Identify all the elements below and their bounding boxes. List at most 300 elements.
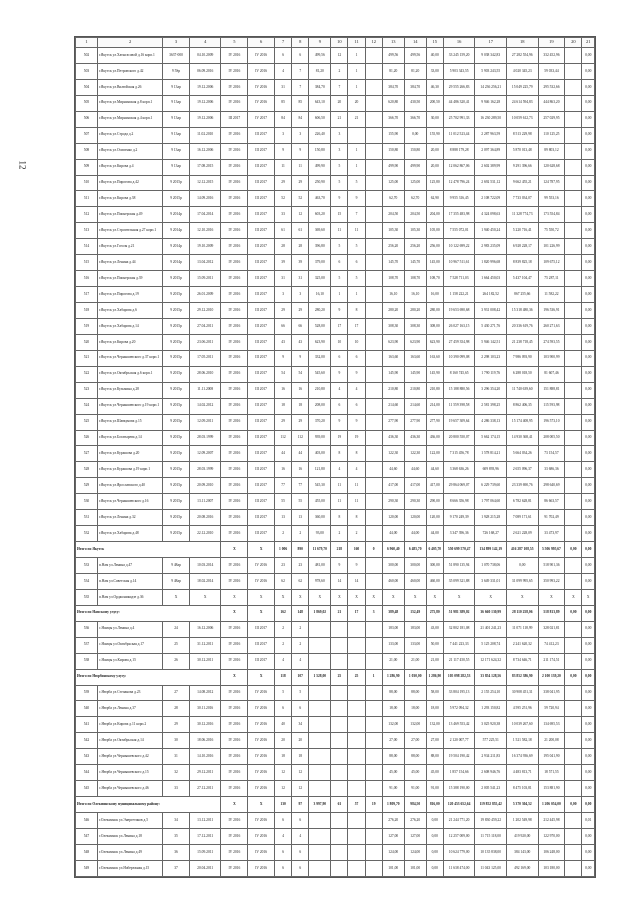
address-cell: г.Якутск ул.Богатырева д.14 <box>97 430 162 446</box>
table-cell: 40 <box>275 717 292 733</box>
column-header: 5 <box>221 38 248 48</box>
table-cell: 10 390 099,08 <box>443 350 475 366</box>
table-cell: 19 830 459,22 <box>475 813 507 829</box>
table-cell: 11 328 774,73 <box>506 207 538 223</box>
table-cell: 91,00 <box>382 781 404 797</box>
table-cell: 9 2015р <box>163 430 190 446</box>
table-cell: 10 624 779,00 <box>443 844 475 860</box>
table-cell: 2 581 398,25 <box>475 398 507 414</box>
column-header: 4 <box>189 38 221 48</box>
table-cell: 8 734 646,71 <box>506 653 538 669</box>
table-cell <box>365 303 382 319</box>
table-cell: 12.12.2015 <box>189 175 221 191</box>
table-cell: IV 2016 <box>221 63 248 79</box>
table-cell: IV 2016 <box>221 255 248 271</box>
table-cell: 44,00 <box>404 526 426 542</box>
group-cell: 416 287 108,55 <box>506 542 538 558</box>
group-cell: 0 <box>365 542 382 558</box>
table-cell: 212 445,98 <box>538 813 565 829</box>
table-cell: 105,30 <box>404 223 426 239</box>
table-cell: IV 2016 <box>221 143 248 159</box>
table-cell: 204,50 <box>404 207 426 223</box>
table-cell: 14.02.2012 <box>189 398 221 414</box>
row-number-cell: 517 <box>76 287 98 303</box>
table-cell: 295 532,66 <box>538 79 565 95</box>
table-cell: 58,00 <box>426 685 443 701</box>
table-cell: 44 <box>275 446 292 462</box>
table-cell: 29 <box>275 303 292 319</box>
table-cell: 5 <box>331 175 348 191</box>
table-cell: 0,00 <box>582 271 595 287</box>
table-cell: 214,60 <box>382 398 404 414</box>
row-number-cell: 511 <box>76 191 98 207</box>
table-cell: 112 <box>292 430 309 446</box>
table-cell: 7 555 072,01 <box>443 223 475 239</box>
table-cell: 3 025 920,38 <box>475 717 507 733</box>
table-cell: 11 012 523,44 <box>443 127 475 143</box>
table-row <box>76 382 595 398</box>
table-cell: 4 483 813,71 <box>506 765 538 781</box>
table-cell: 3 931 008,42 <box>475 303 507 319</box>
table-cell: 5 <box>331 159 348 175</box>
table-cell <box>565 111 582 127</box>
row-number-cell: 521 <box>76 350 98 366</box>
address-cell: с.Нюрба ул.Октябрьская д.14 <box>97 733 162 749</box>
table-cell: 499,56 <box>404 48 426 64</box>
table-cell: 33 686,36 <box>538 462 565 478</box>
table-row <box>76 781 595 797</box>
address-cell: г.Якутск ул.Гоголя д.21 <box>97 239 162 255</box>
table-cell: IV 2016 <box>221 271 248 287</box>
table-cell <box>565 685 582 701</box>
table-cell: 45,00 <box>382 765 404 781</box>
table-cell: 2 <box>348 526 365 542</box>
address-cell: г.Якутск ул.Чернышевского д.16 <box>97 494 162 510</box>
column-number-row <box>76 38 595 48</box>
table-cell: 10 967 511,61 <box>443 255 475 271</box>
table-cell: 6 <box>292 860 309 876</box>
table-cell: 122,30 <box>382 446 404 462</box>
table-cell: 86 663,57 <box>538 494 565 510</box>
page-number: 12 <box>17 160 28 170</box>
table-cell: 62,70 <box>382 191 404 207</box>
group-cell: 0,00 <box>565 542 582 558</box>
table-cell: 369,60 <box>309 223 331 239</box>
table-cell: 0,00 <box>582 79 595 95</box>
table-cell: 623,90 <box>404 334 426 350</box>
table-cell: IV 2016 <box>221 462 248 478</box>
table-cell: 9 2015р <box>163 494 190 510</box>
table-cell: 9 2014р <box>163 223 190 239</box>
table-cell <box>331 749 348 765</box>
table-cell: 11 <box>348 478 365 494</box>
table-cell: 16.12.2006 <box>189 143 221 159</box>
table-cell: 9 48ар <box>163 573 190 589</box>
table-cell <box>365 558 382 574</box>
table-cell: 211 174,51 <box>538 653 565 669</box>
table-cell: 4 595 251,96 <box>506 701 538 717</box>
table-cell: 106 248,00 <box>538 844 565 860</box>
table-cell: 21,00 <box>426 653 443 669</box>
table-cell: 2 602 389,99 <box>475 159 507 175</box>
table-cell: IV 2016 <box>221 813 248 829</box>
address-cell: г.Якутск ул.Хабарова д.6 <box>97 303 162 319</box>
table-cell: 16,10 <box>404 287 426 303</box>
table-cell: 0,00 <box>582 430 595 446</box>
table-cell <box>365 223 382 239</box>
table-cell: 2 <box>292 621 309 637</box>
housing-program-table <box>75 37 595 877</box>
table-cell: 11 638 474,00 <box>443 860 475 876</box>
table-cell: 153 881,90 <box>538 781 565 797</box>
table-cell <box>365 510 382 526</box>
table-cell: 6 928 228,17 <box>506 239 538 255</box>
table-cell: 22.12.2010 <box>189 526 221 542</box>
table-cell: 44,60 <box>404 462 426 478</box>
table-cell: 145,90 <box>426 366 443 382</box>
table-cell: 7 <box>331 79 348 95</box>
table-cell: 62,90 <box>426 191 443 207</box>
table-cell <box>365 414 382 430</box>
table-cell: 19 653 690,68 <box>443 303 475 319</box>
table-cell: 277,90 <box>404 414 426 430</box>
group-cell: 97 <box>292 797 309 813</box>
table-cell: 338 041,95 <box>538 685 565 701</box>
table-cell: 726 168,27 <box>475 526 507 542</box>
row-number-cell: 510 <box>76 175 98 191</box>
table-cell: 5 220 716,41 <box>506 223 538 239</box>
table-cell: IV 2016 <box>248 749 275 765</box>
table-cell: X <box>221 589 248 605</box>
table-cell: 8 <box>348 303 365 319</box>
table-cell: 7 089 171,61 <box>506 510 538 526</box>
table-cell <box>565 207 582 223</box>
table-cell: 62 <box>275 573 292 589</box>
table-cell: IV 2016 <box>221 207 248 223</box>
table-cell: 120,00 <box>382 510 404 526</box>
table-cell <box>309 701 331 717</box>
table-cell: 81,20 <box>404 63 426 79</box>
table-cell: 204,50 <box>382 207 404 223</box>
row-number-cell: 512 <box>76 207 98 223</box>
table-cell: 10 <box>331 334 348 350</box>
table-cell: 12 <box>275 765 292 781</box>
table-cell: 8 513 229,98 <box>506 127 538 143</box>
table-cell <box>365 350 382 366</box>
table-cell: 13 469 553,42 <box>443 717 475 733</box>
table-cell: 444 863,20 <box>538 95 565 111</box>
table-cell: 1 <box>348 48 365 64</box>
table-row <box>76 749 595 765</box>
table-cell: 5 662 174,15 <box>475 430 507 446</box>
table-cell: 14 930 368,41 <box>506 430 538 446</box>
table-cell: 6 <box>275 860 292 876</box>
table-cell: 0,00 <box>582 860 595 876</box>
table-cell <box>565 701 582 717</box>
table-cell: 19.10.2009 <box>189 239 221 255</box>
group-cell: 36 660 130,99 <box>475 605 507 621</box>
table-cell: 20 <box>348 95 365 111</box>
table-cell <box>565 526 582 542</box>
table-cell: 26 <box>163 653 190 669</box>
table-cell: X <box>331 589 348 605</box>
table-cell: 30.12.2016 <box>189 717 221 733</box>
address-cell: г.Якутск ул.Шавкунова д.15 <box>97 414 162 430</box>
table-cell: 545,60 <box>309 366 331 382</box>
table-cell: 419 920,00 <box>506 828 538 844</box>
table-cell <box>331 733 348 749</box>
table-cell: 0,00 <box>582 653 595 669</box>
table-cell: 11 043 125,00 <box>475 860 507 876</box>
table-cell <box>365 175 382 191</box>
table-cell: 34 <box>292 717 309 733</box>
table-cell: 06.09.2016 <box>189 63 221 79</box>
table-cell <box>365 844 382 860</box>
table-cell: 12 478 796,24 <box>443 175 475 191</box>
table-cell <box>365 701 382 717</box>
table-cell: 33,00 <box>426 63 443 79</box>
column-header: 15 <box>426 38 443 48</box>
table-cell: 9 946 162,28 <box>475 95 507 111</box>
table-cell: 14 236 256,21 <box>475 79 507 95</box>
table-cell: 173 554,84 <box>538 207 565 223</box>
table-cell: X <box>163 589 190 605</box>
table-cell: 5 437 104,47 <box>506 271 538 287</box>
table-cell <box>365 478 382 494</box>
table-cell: 14.10.2016 <box>189 749 221 765</box>
table-cell <box>309 749 331 765</box>
row-number-cell: 538 <box>76 653 98 669</box>
group-cell: 25 <box>331 669 348 685</box>
column-header: 10 <box>331 38 348 48</box>
table-cell: 0,00 <box>582 637 595 653</box>
table-cell <box>365 143 382 159</box>
table-cell: IV 2016 <box>221 414 248 430</box>
table-cell: IV 2016 <box>221 366 248 382</box>
table-cell: 9 <box>348 191 365 207</box>
group-cell: 28 110 258,06 <box>506 605 538 621</box>
table-cell: 10 135 838,00 <box>475 844 507 860</box>
table-cell: 101 226,99 <box>538 239 565 255</box>
table-cell: 145,90 <box>382 366 404 382</box>
table-cell: 6 229 739,60 <box>475 478 507 494</box>
table-cell: 9 2015р <box>163 350 190 366</box>
table-cell <box>365 48 382 64</box>
table-cell: 81,20 <box>309 63 331 79</box>
table-cell: 21 <box>331 111 348 127</box>
table-cell: III 2017 <box>248 239 275 255</box>
table-row <box>76 494 595 510</box>
row-number-cell: 529 <box>76 478 98 494</box>
table-cell: 2 621 228,09 <box>506 526 538 542</box>
table-cell: 27 <box>163 685 190 701</box>
table-cell <box>365 653 382 669</box>
table-cell: 257 029,95 <box>538 111 565 127</box>
table-cell: 20,00 <box>426 143 443 159</box>
table-cell <box>331 717 348 733</box>
table-cell: 6 <box>275 48 292 64</box>
group-cell: 25 <box>348 669 365 685</box>
table-cell: 12.09.2007 <box>189 446 221 462</box>
table-cell: 9 2015р <box>163 303 190 319</box>
table-cell: 1 521 582,18 <box>506 733 538 749</box>
table-cell: 15 318 480,36 <box>506 303 538 319</box>
table-cell <box>348 765 365 781</box>
table-row <box>76 589 595 605</box>
table-cell: 7 <box>292 79 309 95</box>
table-cell: 0,00 <box>404 127 426 143</box>
table-cell: 256,00 <box>426 239 443 255</box>
table-cell: 2 <box>331 526 348 542</box>
table-cell: 18.02.2014 <box>189 573 221 589</box>
table-cell <box>365 733 382 749</box>
table-cell: 75 287,11 <box>538 271 565 287</box>
row-number-cell: 544 <box>76 765 98 781</box>
table-cell: IV 2016 <box>221 733 248 749</box>
table-row <box>76 350 595 366</box>
table-cell <box>365 63 382 79</box>
table-cell: 9 2015р <box>163 318 190 334</box>
table-cell: 939,00 <box>309 430 331 446</box>
table-cell: 277,90 <box>426 414 443 430</box>
table-cell: III 2017 <box>248 303 275 319</box>
table-cell: IV 2016 <box>221 685 248 701</box>
address-cell: г.Якутск ул.Осипенко д.2 <box>97 143 162 159</box>
table-cell: 7 315 456,78 <box>443 446 475 462</box>
group-cell: 6 960,40 <box>382 542 404 558</box>
table-cell: 2 287 963,59 <box>475 127 507 143</box>
table-cell: 0,00 <box>506 558 538 574</box>
column-header: 12 <box>365 38 382 48</box>
table-cell <box>309 637 331 653</box>
table-cell: 0,00 <box>582 48 595 64</box>
table-cell: 12 <box>331 48 348 64</box>
table-cell: 210,80 <box>426 382 443 398</box>
table-cell: 103 180,00 <box>538 860 565 876</box>
table-cell: 12 <box>292 781 309 797</box>
table-cell: 133,00 <box>404 637 426 653</box>
table-cell: 109 675,12 <box>538 255 565 271</box>
table-cell: 121,80 <box>309 462 331 478</box>
table-cell: 45,00 <box>426 765 443 781</box>
column-header: 1 <box>76 38 98 48</box>
table-cell: 2 <box>292 526 309 542</box>
table-cell <box>348 127 365 143</box>
row-number-cell: 509 <box>76 159 98 175</box>
table-cell: 2 120 007,77 <box>443 733 475 749</box>
table-cell: 436,30 <box>382 430 404 446</box>
table-cell: 55 <box>292 494 309 510</box>
table-cell: 417,00 <box>382 478 404 494</box>
table-cell: 125,80 <box>426 175 443 191</box>
table-cell: 84 <box>275 111 292 127</box>
table-cell: 264 182,52 <box>475 287 507 303</box>
table-cell: X <box>475 589 507 605</box>
table-cell: 6 <box>348 350 365 366</box>
table-cell: 6 <box>292 701 309 717</box>
table-cell: 31 <box>275 79 292 95</box>
table-cell: IV 2016 <box>221 653 248 669</box>
group-cell: 218 <box>331 542 348 558</box>
table-cell: 28 <box>275 239 292 255</box>
table-cell: 455,00 <box>309 494 331 510</box>
group-cell: 21 <box>331 605 348 621</box>
table-cell: 31 <box>163 749 190 765</box>
table-cell: 29 <box>163 717 190 733</box>
group-cell: 3 <box>365 605 382 621</box>
table-cell <box>365 621 382 637</box>
table-row <box>76 287 595 303</box>
table-cell: 2 <box>275 621 292 637</box>
table-cell: 499,90 <box>382 159 404 175</box>
table-cell <box>565 271 582 287</box>
table-cell: IV 2017 <box>248 111 275 127</box>
row-number-cell: 524 <box>76 398 98 414</box>
table-cell: 99 553,16 <box>538 191 565 207</box>
table-cell: 366,70 <box>382 111 404 127</box>
table-cell: 19 <box>348 430 365 446</box>
table-cell: 30 908 451,31 <box>506 685 538 701</box>
table-cell: 59 720,94 <box>538 701 565 717</box>
group-cell: X <box>221 542 248 558</box>
table-cell: 867 255,66 <box>506 287 538 303</box>
table-cell: 3637-000 <box>163 48 190 64</box>
table-cell: 44 486 320,41 <box>443 95 475 111</box>
table-cell: 81,20 <box>382 63 404 79</box>
table-cell: 62,70 <box>404 191 426 207</box>
table-cell: 0,00 <box>582 63 595 79</box>
table-cell: 0,00 <box>582 159 595 175</box>
group-cell: 890 <box>292 542 309 558</box>
table-cell: 9 2015р <box>163 526 190 542</box>
table-cell: 145,90 <box>404 366 426 382</box>
table-cell: 6 <box>275 844 292 860</box>
table-cell: 66 <box>292 318 309 334</box>
row-number-cell: 514 <box>76 239 98 255</box>
table-cell: IV 2016 <box>221 637 248 653</box>
address-cell: г.Якутск ул.Петровского д.42 <box>97 63 162 79</box>
table-cell: IV 2016 <box>248 813 275 829</box>
table-cell: 29.12.2011 <box>189 765 221 781</box>
table-cell: 210,80 <box>309 382 331 398</box>
table-cell <box>331 844 348 860</box>
table-cell: 277,90 <box>382 414 404 430</box>
table-cell: 13.11.2007 <box>189 494 221 510</box>
table-cell: 61 <box>292 223 309 239</box>
table-cell: 16,10 <box>382 287 404 303</box>
table-cell: 1 797 064,60 <box>475 494 507 510</box>
table-cell: 5 <box>348 175 365 191</box>
table-cell: 124,00 <box>382 844 404 860</box>
table-cell: 10 059 612,73 <box>506 111 538 127</box>
table-cell: 16 374 936,69 <box>506 749 538 765</box>
table-cell: 88,00 <box>404 685 426 701</box>
table-cell: IV 2016 <box>221 79 248 95</box>
table-cell: 155,90 <box>426 127 443 143</box>
table-cell <box>565 334 582 350</box>
group-cell: 160 <box>348 542 365 558</box>
address-cell: г.Олекминск ул.Набережная д.15 <box>97 860 162 876</box>
table-cell: 12 257 009,00 <box>443 828 475 844</box>
table-cell: 528,00 <box>309 318 331 334</box>
table-cell: 9 2015р <box>163 398 190 414</box>
row-number-cell: 531 <box>76 510 98 526</box>
table-cell: 0,00 <box>582 701 595 717</box>
table-cell: 91 702,49 <box>538 510 565 526</box>
table-cell: 20.09.2010 <box>189 478 221 494</box>
table-cell: 10.03.2014 <box>189 558 221 574</box>
table-cell <box>565 191 582 207</box>
